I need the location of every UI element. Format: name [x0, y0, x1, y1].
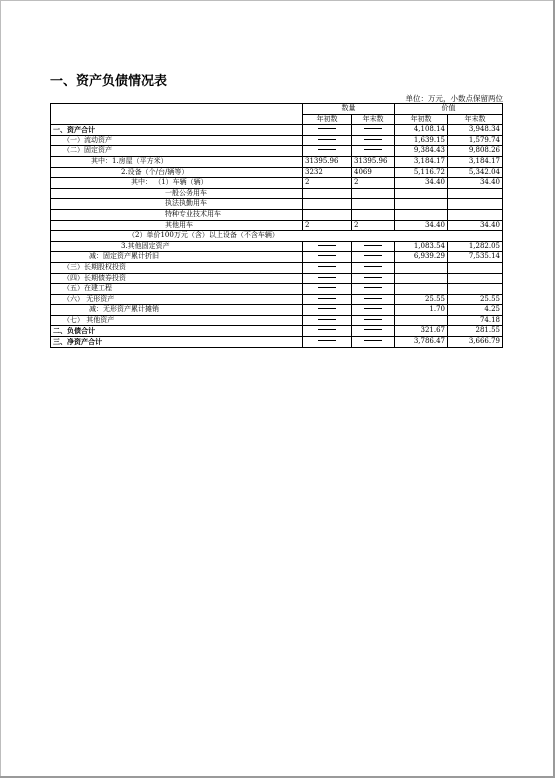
- value-end-cell: 4.25: [448, 305, 503, 316]
- table-row: [51, 284, 503, 295]
- value-end-cell: 9,808.26: [448, 146, 503, 157]
- table-row: [51, 146, 503, 157]
- quantity-begin-cell: [303, 241, 352, 252]
- value-begin-cell: 3,786.47: [395, 337, 448, 348]
- header-blank-2: [51, 114, 303, 125]
- value-begin-cell: [395, 315, 448, 326]
- row-label: 特种专业技术用车: [51, 209, 303, 220]
- dash-mark: [318, 245, 336, 246]
- value-begin-cell: 6,939.29: [395, 252, 448, 263]
- quantity-begin-cell: 31395.96: [303, 156, 352, 167]
- quantity-begin-cell: [303, 188, 352, 199]
- unit-note: 单位：万元，小数点保留两位: [405, 94, 503, 103]
- quantity-begin-cell: [303, 146, 352, 157]
- row-label: 3.其他固定资产: [51, 241, 303, 252]
- value-end-cell: [448, 199, 503, 210]
- value-end-cell: 281.55: [448, 326, 503, 337]
- header-blank: [51, 104, 303, 115]
- table-row: [51, 220, 503, 231]
- row-label: （三）长期股权投资: [51, 262, 303, 273]
- row-label: 一般公务用车: [51, 188, 303, 199]
- dash-mark: [318, 287, 336, 288]
- quantity-begin-cell: [303, 209, 352, 220]
- quantity-begin-cell: 3232: [303, 167, 352, 178]
- value-begin-cell: 34.40: [395, 220, 448, 231]
- dash-mark: [318, 139, 336, 140]
- quantity-begin-cell: [303, 305, 352, 316]
- value-begin-cell: [395, 209, 448, 220]
- dash-mark: [364, 287, 382, 288]
- table-row: [51, 262, 503, 273]
- value-begin-cell: [395, 199, 448, 210]
- quantity-end-cell: 31395.96: [352, 156, 395, 167]
- header-row-1: [51, 104, 503, 115]
- row-label: 减：固定资产累计折旧: [51, 252, 303, 263]
- table-row: [51, 273, 503, 284]
- row-label: 一、资产合计: [51, 125, 303, 136]
- table-row: [51, 241, 503, 252]
- dash-mark: [364, 319, 382, 320]
- quantity-end-cell: [352, 188, 395, 199]
- dash-mark: [364, 128, 382, 129]
- dash-mark: [318, 340, 336, 341]
- dash-mark: [318, 255, 336, 256]
- table-row: [51, 315, 503, 326]
- value-begin-cell: [395, 188, 448, 199]
- table-row: [51, 337, 503, 348]
- dash-mark: [318, 149, 336, 150]
- dash-mark: [318, 298, 336, 299]
- value-end-cell: [448, 273, 503, 284]
- row-label: （二）固定资产: [51, 146, 303, 157]
- value-begin-cell: 4,108.14: [395, 125, 448, 136]
- page-title: 一、资产负债情况表: [50, 74, 168, 89]
- quantity-end-cell: [352, 315, 395, 326]
- row-label: （六） 无形资产: [51, 294, 303, 305]
- quantity-end-cell: [352, 125, 395, 136]
- value-end-cell: [448, 188, 503, 199]
- quantity-end-cell: 2: [352, 220, 395, 231]
- quantity-end-cell: [352, 284, 395, 295]
- value-begin-cell: 5,116.72: [395, 167, 448, 178]
- dash-mark: [364, 255, 382, 256]
- dash-mark: [364, 298, 382, 299]
- value-begin-cell: 321.67: [395, 326, 448, 337]
- dash-mark: [318, 329, 336, 330]
- quantity-end-cell: [352, 209, 395, 220]
- value-end-cell: 7,535.14: [448, 252, 503, 263]
- quantity-begin-cell: [303, 199, 352, 210]
- quantity-begin-cell: [303, 252, 352, 263]
- quantity-end-cell: [352, 326, 395, 337]
- dash-mark: [364, 340, 382, 341]
- value-end-cell: 1,579.74: [448, 135, 503, 146]
- dash-mark: [318, 128, 336, 129]
- row-label: 执法执勤用车: [51, 199, 303, 210]
- value-end-cell: 25.55: [448, 294, 503, 305]
- value-begin-cell: 34.40: [395, 178, 448, 189]
- table-row: [51, 135, 503, 146]
- value-begin-cell: [395, 273, 448, 284]
- dash-mark: [364, 277, 382, 278]
- quantity-begin-cell: [303, 284, 352, 295]
- value-end-cell: [448, 209, 503, 220]
- dash-mark: [318, 308, 336, 309]
- quantity-end-cell: [352, 146, 395, 157]
- value-end-cell: 3,184.17: [448, 156, 503, 167]
- row-label: （七） 其他资产: [51, 315, 303, 326]
- quantity-end-cell: 4069: [352, 167, 395, 178]
- dash-mark: [364, 149, 382, 150]
- table-row: [51, 294, 503, 305]
- quantity-end-cell: [352, 262, 395, 273]
- quantity-begin-cell: [303, 273, 352, 284]
- dash-mark: [364, 308, 382, 309]
- quantity-end-cell: 2: [352, 178, 395, 189]
- row-label: （一）流动资产: [51, 135, 303, 146]
- header-value: 价值: [395, 104, 503, 115]
- row-label: 其中：1.房屋（平方米）: [51, 156, 303, 167]
- value-end-cell: 3,948.34: [448, 125, 503, 136]
- quantity-begin-cell: 2: [303, 178, 352, 189]
- dash-mark: [318, 266, 336, 267]
- dash-mark: [364, 139, 382, 140]
- dash-mark: [364, 245, 382, 246]
- quantity-end-cell: [352, 337, 395, 348]
- value-end-cell: 3,666.79: [448, 337, 503, 348]
- value-begin-cell: 1,083.54: [395, 241, 448, 252]
- value-end-cell: [448, 284, 503, 295]
- row-label: 三、净资产合计: [51, 337, 303, 348]
- balance-sheet-table: [50, 103, 503, 348]
- quantity-begin-cell: [303, 315, 352, 326]
- value-begin-cell: [395, 262, 448, 273]
- quantity-end-cell: [352, 273, 395, 284]
- row-label: （五）在建工程: [51, 284, 303, 295]
- value-begin-cell: 1.70: [395, 305, 448, 316]
- value-begin-cell: 9,384.43: [395, 146, 448, 157]
- quantity-end-cell: [352, 252, 395, 263]
- table-row: [51, 188, 503, 199]
- value-end-cell: 1,282.05: [448, 241, 503, 252]
- table-row: [51, 326, 503, 337]
- value-begin-cell: 1,639.15: [395, 135, 448, 146]
- table-row: [51, 252, 503, 263]
- table-row: [51, 125, 503, 136]
- row-label: 其他用车: [51, 220, 303, 231]
- row-label: （四）长期债券投资: [51, 273, 303, 284]
- value-begin-cell: 3,184.17: [395, 156, 448, 167]
- table-row: [51, 231, 503, 242]
- table-row: [51, 167, 503, 178]
- dash-mark: [318, 319, 336, 320]
- quantity-begin-cell: [303, 262, 352, 273]
- table-row: [51, 305, 503, 316]
- header-v-begin: 年初数: [395, 114, 448, 125]
- quantity-end-cell: [352, 294, 395, 305]
- table-row: [51, 209, 503, 220]
- value-end-cell: 74.18: [448, 315, 503, 326]
- row-label: 二、负债合计: [51, 326, 303, 337]
- value-end-cell: 5,342.04: [448, 167, 503, 178]
- row-label: 减：无形资产累计摊销: [51, 305, 303, 316]
- dash-mark: [318, 277, 336, 278]
- table-row: [51, 199, 503, 210]
- header-row-2: [51, 114, 503, 125]
- quantity-begin-cell: [303, 135, 352, 146]
- header-quantity: 数量: [303, 104, 395, 115]
- value-end-cell: 34.40: [448, 220, 503, 231]
- row-label: （2）单价100万元（含）以上设备（不含车辆）: [51, 231, 303, 242]
- row-label: 2.设备（个/台/辆等）: [51, 167, 303, 178]
- quantity-begin-cell: [303, 337, 352, 348]
- quantity-begin-cell: [303, 326, 352, 337]
- quantity-end-cell: [352, 305, 395, 316]
- quantity-begin-cell: [303, 294, 352, 305]
- row-label: 其中： （1）车辆（辆）: [51, 178, 303, 189]
- header-v-end: 年末数: [448, 114, 503, 125]
- value-begin-cell: [395, 284, 448, 295]
- header-q-end: 年末数: [352, 114, 395, 125]
- quantity-end-cell: [352, 199, 395, 210]
- header-q-begin: 年初数: [303, 114, 352, 125]
- quantity-begin-cell: [303, 125, 352, 136]
- quantity-begin-cell: 2: [303, 220, 352, 231]
- value-begin-cell: 25.55: [395, 294, 448, 305]
- dash-mark: [364, 266, 382, 267]
- value-end-cell: 34.40: [448, 178, 503, 189]
- value-end-cell: [448, 262, 503, 273]
- table-row: [51, 178, 503, 189]
- table-row: [51, 156, 503, 167]
- dash-mark: [364, 329, 382, 330]
- quantity-end-cell: [352, 135, 395, 146]
- quantity-end-cell: [352, 241, 395, 252]
- row-span-cell: [303, 231, 503, 242]
